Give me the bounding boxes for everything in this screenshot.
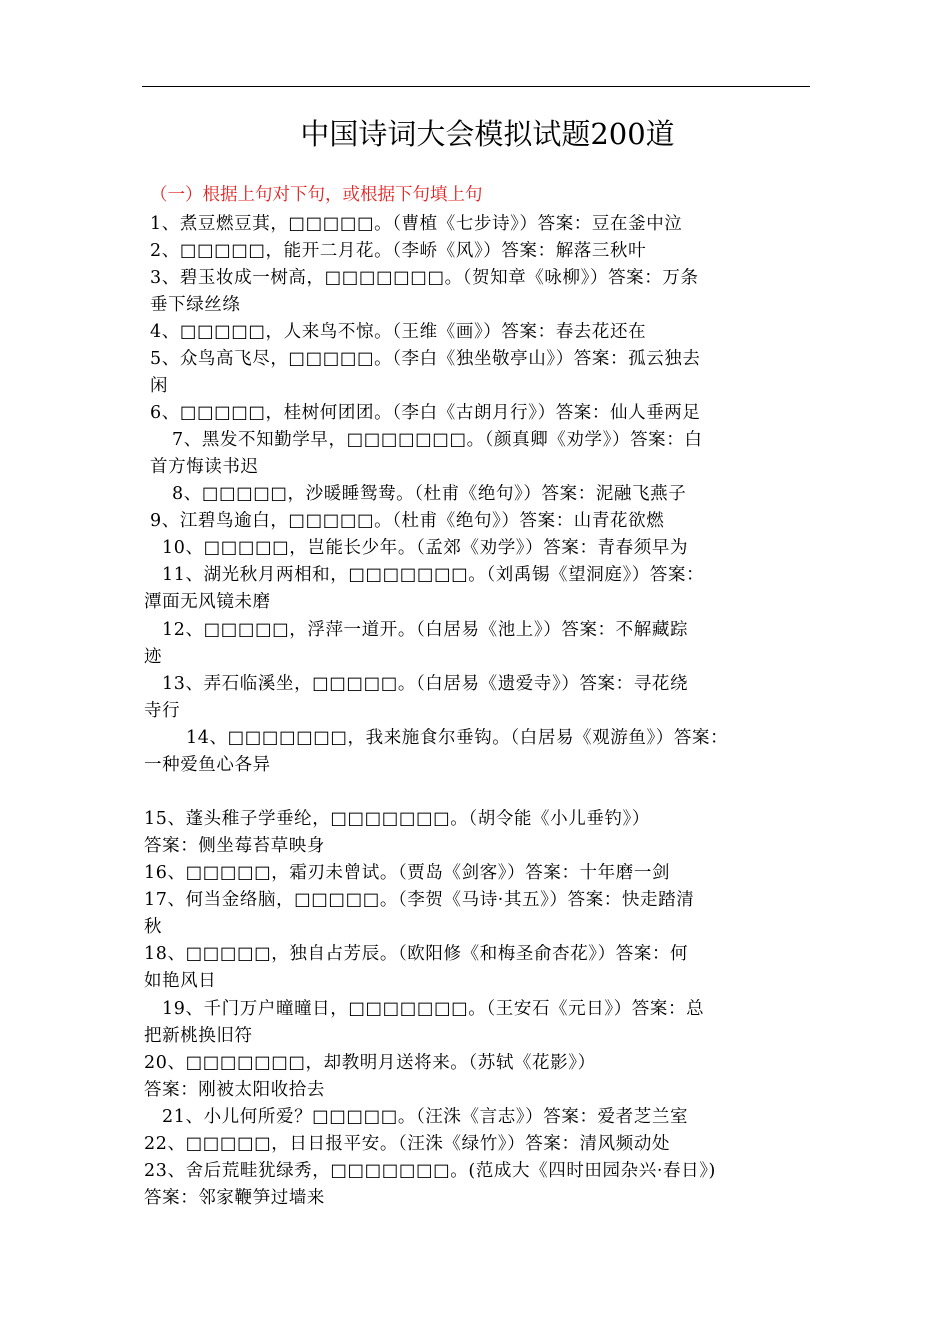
question-line: 16、□□□□□，霜刃未曾试。（贾岛《剑客》）答案：十年磨一剑 <box>144 863 671 883</box>
question-line: 20、□□□□□□□，却教明月送将来。（苏轼《花影》） <box>144 1053 596 1073</box>
question-line: 7、黑发不知勤学早，□□□□□□□。（颜真卿《劝学》）答案：白 <box>172 430 703 450</box>
question-line: 4、□□□□□，人来鸟不惊。（王维《画》）答案：春去花还在 <box>150 322 647 342</box>
question-line: 答案：刚被太阳收拾去 <box>144 1080 325 1100</box>
question-line: 13、弄石临溪坐，□□□□□。（白居易《遗爱寺》）答案：寻花绕 <box>162 674 689 694</box>
question-line: 迹 <box>144 647 163 667</box>
question-line: 闲 <box>150 376 169 396</box>
question-line: 8、□□□□□，沙暖睡鸳鸯。（杜甫《绝句》）答案：泥融飞燕子 <box>172 484 687 504</box>
question-line: 如艳风日 <box>144 971 217 991</box>
question-line: 潭面无风镜未磨 <box>144 592 271 612</box>
question-line: 17、何当金络脑，□□□□□。（李贺《马诗·其五》）答案：快走踏清 <box>144 890 695 910</box>
question-line: 答案：侧坐莓苔草映身 <box>144 836 325 856</box>
question-line: 垂下绿丝绦 <box>150 295 241 315</box>
section-heading: （一）根据上句对下句，或根据下句填上句 <box>150 185 483 205</box>
page-title: 中国诗词大会模拟试题200道 <box>300 117 675 151</box>
question-line: 一种爱鱼心各异 <box>144 755 271 775</box>
question-line: 9、江碧鸟逾白，□□□□□。（杜甫《绝句》）答案：山青花欲燃 <box>150 511 665 531</box>
question-line: 5、众鸟高飞尽，□□□□□。（李白《独坐敬亭山》）答案：孤云独去 <box>150 349 701 369</box>
question-line: 15、蓬头稚子学垂纶，□□□□□□□。（胡令能《小儿垂钓》） <box>144 809 651 829</box>
question-line: 把新桃换旧符 <box>144 1026 253 1046</box>
question-line: 首方悔读书迟 <box>150 457 259 477</box>
question-line: 10、□□□□□，岂能长少年。（孟郊《劝学》）答案：青春须早为 <box>162 538 689 558</box>
question-line: 1、煮豆燃豆萁，□□□□□。（曹植《七步诗》）答案：豆在釜中泣 <box>150 214 683 234</box>
question-line: 22、□□□□□，日日报平安。（汪洙《绿竹》）答案：清风频动处 <box>144 1134 671 1154</box>
question-line: 11、湖光秋月两相和，□□□□□□□。（刘禹锡《望洞庭》）答案： <box>162 565 705 585</box>
question-line: 答案：邻家鞭笋过墙来 <box>144 1188 325 1208</box>
question-line: 18、□□□□□，独自占芳辰。（欧阳修《和梅圣俞杏花》）答案：何 <box>144 944 689 964</box>
question-line: 23、舍后荒畦犹绿秀，□□□□□□□。(范成大《四时田园杂兴·春日》) <box>144 1161 716 1181</box>
question-line: 21、小儿何所爱？□□□□□。（汪洙《言志》）答案：爱者芝兰室 <box>162 1107 689 1127</box>
question-line: 19、千门万户曈曈日，□□□□□□□。（王安石《元日》）答案：总 <box>162 999 705 1019</box>
question-line: 14、□□□□□□□，我来施食尔垂钩。（白居易《观游鱼》）答案： <box>186 728 729 748</box>
question-line: 6、□□□□□，桂树何团团。（李白《古朗月行》）答案：仙人垂两足 <box>150 403 701 423</box>
question-line: 秋 <box>144 917 163 937</box>
question-line: 寺行 <box>144 701 181 721</box>
question-line: 12、□□□□□，浮萍一道开。（白居易《池上》）答案：不解藏踪 <box>162 620 689 640</box>
question-line: 2、□□□□□，能开二月花。（李峤《风》）答案：解落三秋叶 <box>150 241 647 261</box>
question-line: 3、碧玉妆成一树高，□□□□□□□。（贺知章《咏柳》）答案：万条 <box>150 268 699 288</box>
